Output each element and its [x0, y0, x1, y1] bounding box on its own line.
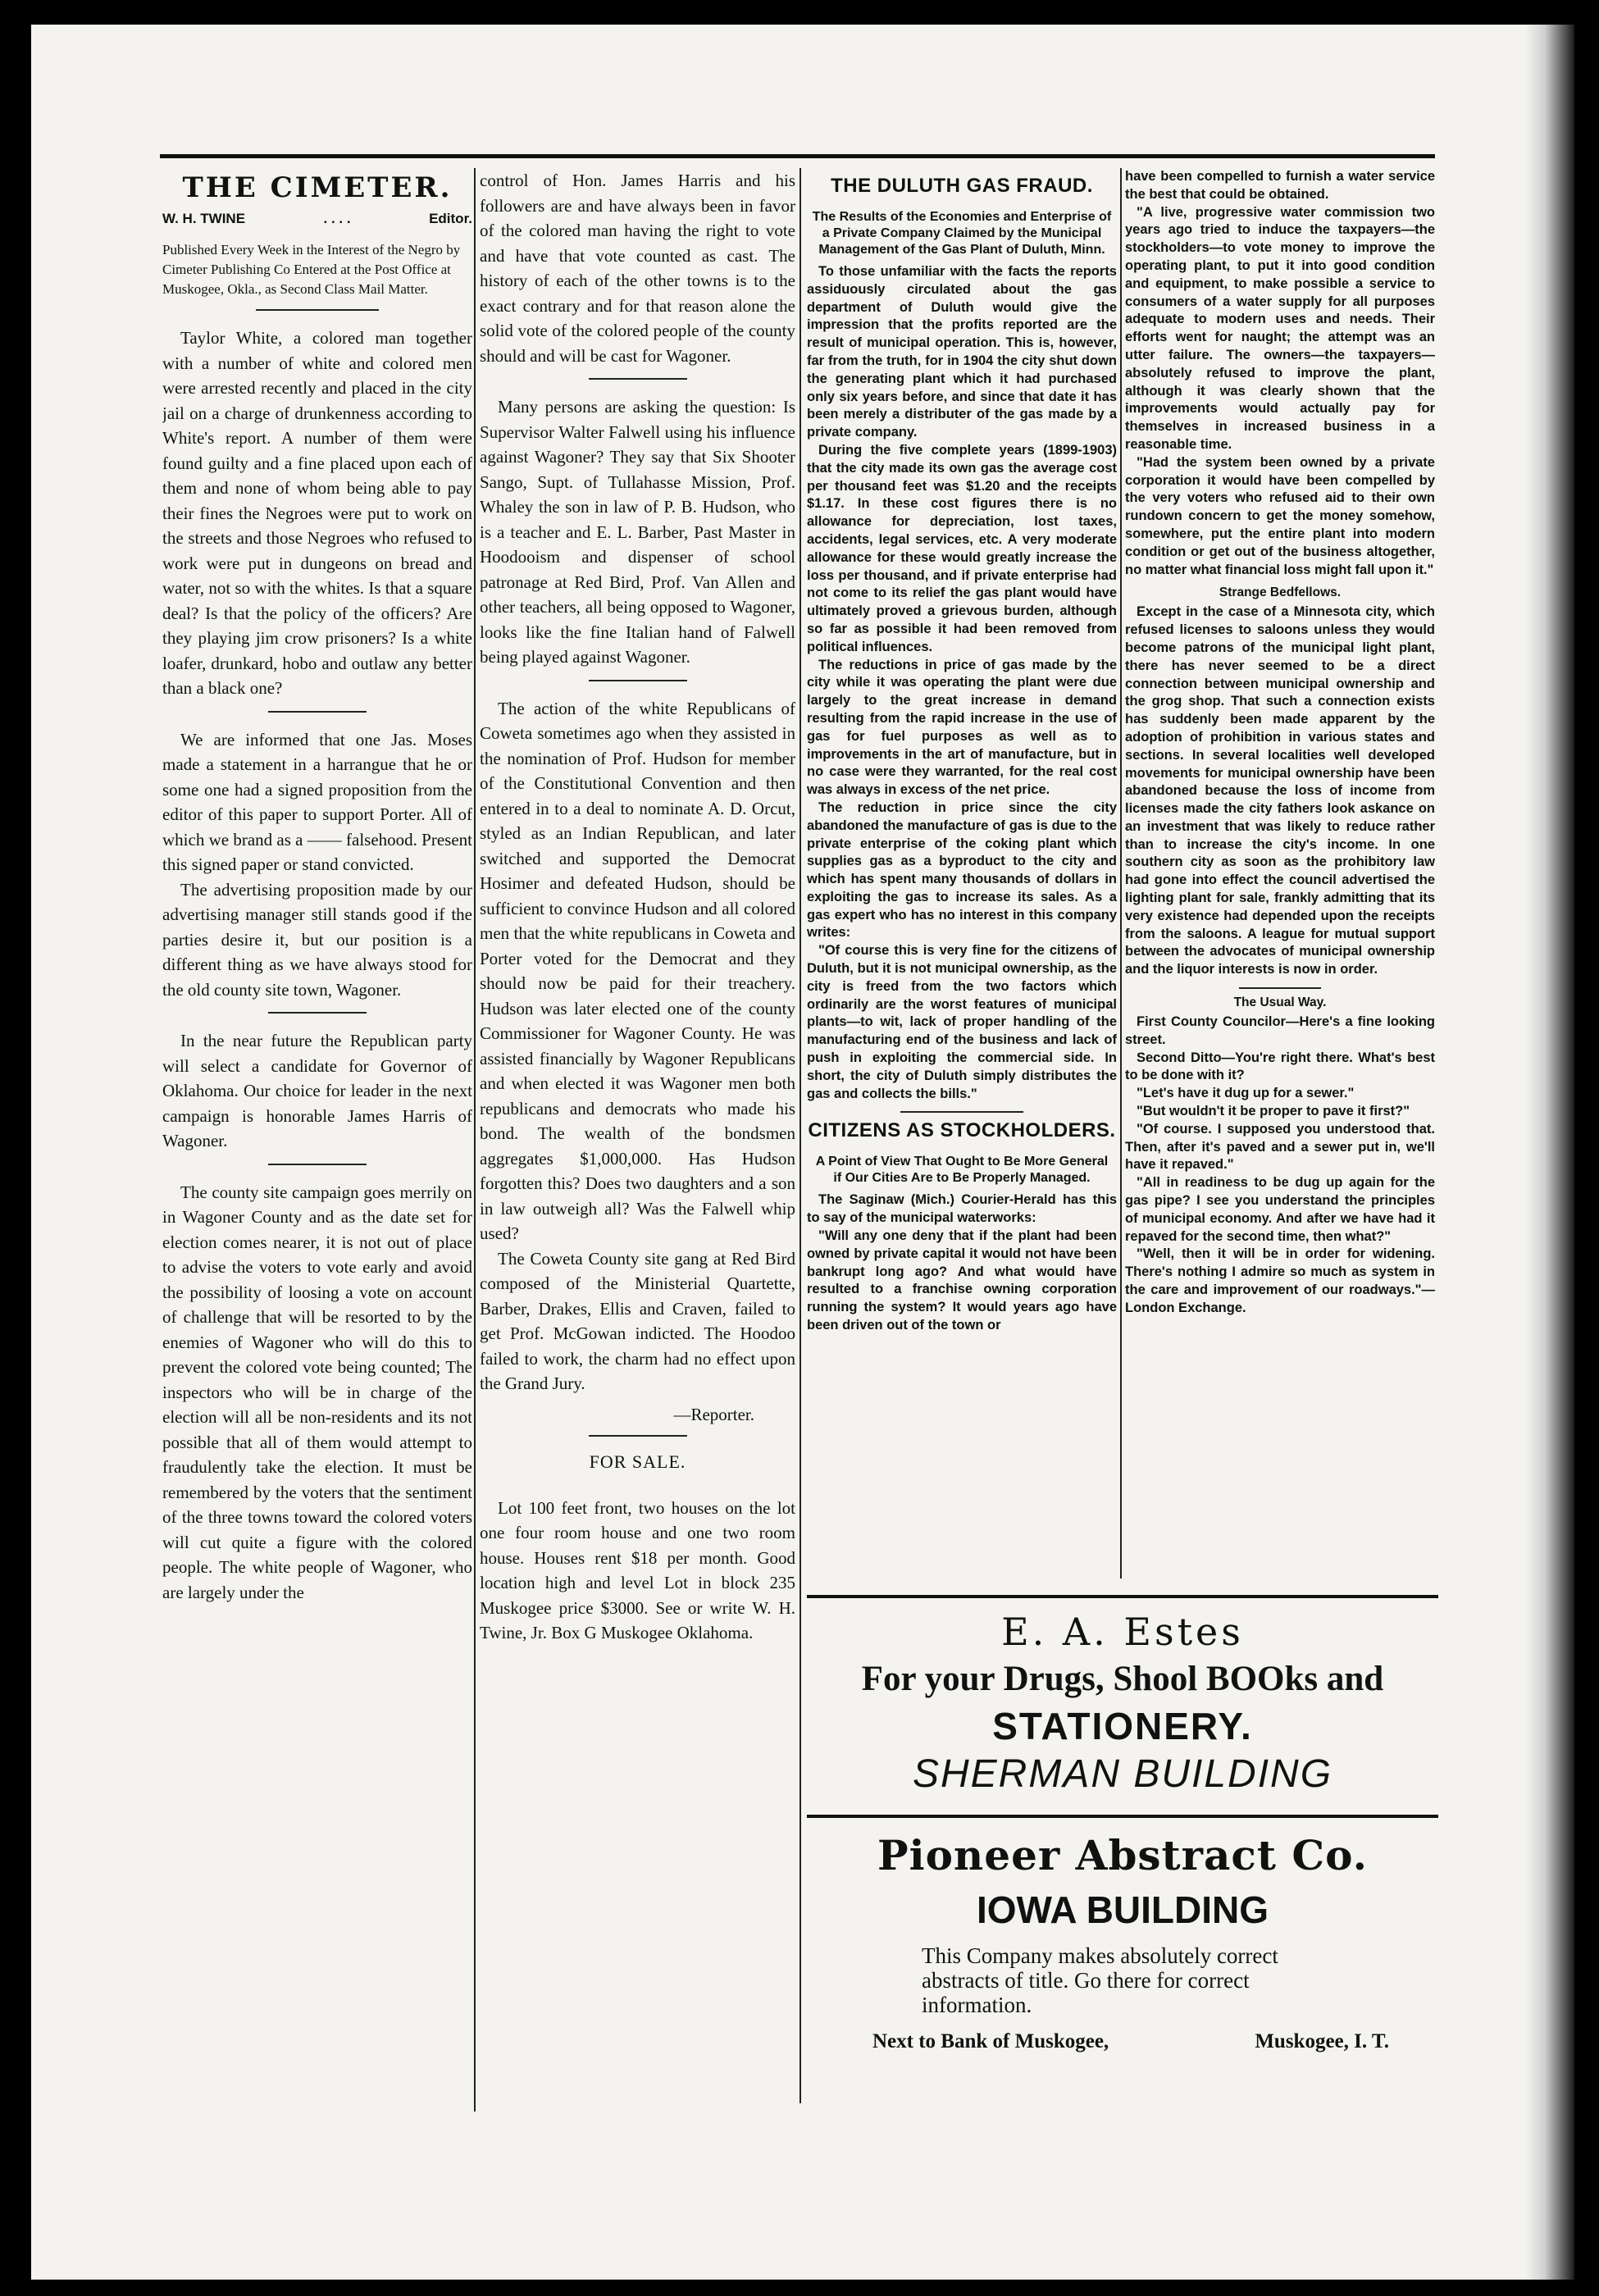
article-republican-candidate: In the near future the Republican party will select a candidate for Governor of Oklahoma. Our choice for leader in the next campaign is honorable James Harris of Wagoner.: [162, 1031, 472, 1150]
dialogue-line: First County Councilor—Here's a fine looking street.: [1125, 1014, 1435, 1047]
reporter-signature: —Reporter.: [673, 1404, 754, 1424]
ad-rule-top: [807, 1595, 1438, 1598]
separator: [268, 711, 367, 713]
column-divider-1: [474, 168, 476, 2112]
top-rule: [160, 154, 1435, 158]
editor-name: W. H. TWINE: [162, 211, 246, 226]
column-2: [480, 168, 795, 2103]
advertisements: [807, 1595, 1438, 2053]
separator: [256, 309, 379, 311]
pioneer-ad-description: This Company makes absolutely correct abstracts of title. Go there for correct information.: [922, 1943, 1278, 2017]
for-sale-heading: FOR SALE.: [589, 1451, 686, 1472]
dialogue-line: "But wouldn't it be proper to pave it first?": [1137, 1104, 1410, 1119]
column-divider-3: [1120, 168, 1122, 1578]
duluth-paragraph: During the five complete years (1899-1903) that the city made its own gas the average cost per thousand feet was $1.20 and the receipts $1.17. In these cost figures there is no allowance for depreciation, lost taxes, accidents, legal services, etc. A very moderate allowance for these would greatly increase the loss per thousand, and if private enterprise had not come to its relief the gas plant would have ultimately proved a grievous burden, although so far as possible it had been removed from political influences.: [807, 442, 1117, 654]
separator: [268, 1164, 367, 1165]
duluth-paragraph: To those unfamiliar with the facts the reports assiduously circulated about the gas department of Duluth would give the impression that the profits reported are the result of municipal operation. This is, however, far from the truth, for in 1904 the city shut down the generating plant which it had purchased only six years before, and since that date it has been merely a distributer of the gas made by a private company.: [807, 264, 1117, 440]
citizens-paragraph: "Had the system been owned by a private corporation it would have been compelled by the very voters who refused aid to their own rundown concern to get the money somehow, somewhere, put the entire plant into modern condition or get out of the business altogether, no matter what financial loss might fall upon it.": [1125, 454, 1435, 577]
deck-citizens: A Point of View That Ought to Be More General if Our Cities Are to Be Properly Managed.: [815, 1155, 1109, 1186]
for-sale-ad: Lot 100 feet front, two houses on the lot one four room house and one two room house. Houses rent $18 per month. Good location high and level Lot in block 235 Muskogee price $3000. See or write W. H. Twine, Jr. Box G Muskogee Oklahoma.: [480, 1497, 795, 1642]
estes-ad-stationery: STATIONERY.: [992, 1705, 1253, 1747]
ad-rule-middle: [807, 1815, 1438, 1818]
separator: [589, 1435, 687, 1437]
citizens-paragraph: The Saginaw (Mich.) Courier-Herald has this to say of the municipal waterworks:: [807, 1192, 1117, 1226]
estes-ad-tagline: For your Drugs, Shool BOOks and: [861, 1660, 1384, 1698]
separator: [268, 1012, 367, 1014]
separator: [589, 680, 687, 681]
column-3: [807, 168, 1117, 1578]
article-red-bird-gang: The Coweta County site gang at Red Bird composed of the Ministerial Quartette, Barber, Drakes, Ellis and Craven, failed to get Prof. McGowan indicted. The Hoodoo failed to work, the charm had no effect upon the Grand Jury.: [480, 1248, 795, 1393]
headline-duluth-gas-fraud: THE DULUTH GAS FRAUD.: [831, 175, 1093, 197]
article-county-site-campaign: The county site campaign goes merrily on in Wagoner County and as the date set for election comes nearer, it is not out of place to advise the voters to vote early and avoid the possibility of loosing a vote on account of challenge that will be resorted to by the enemies of Wagoner who will do this to prevent the colored vote being counted; The inspectors who will be in charge of the election will all be non-residents and its not possible that all of them would attempt to fraudulently take the election. It must be remembered by the voters that the sentiment of the three towns toward the colored voters will cut quite a figure with the colored people. The white people of Wagoner, who are largely under the: [162, 1182, 472, 1602]
article-supervisor-falwell: Many persons are asking the question: Is Supervisor Walter Falwell using his influence against Wagoner? They say that Six Shooter Sango, Supt. of Tullahasse Mission, Prof. Whaley the son in law of P. B. Hudson, who is a teacher and E. L. Barber, Past Master in Hoodooism and dispenser of school patronage at Red Bird, Prof. Van Allen and other teachers, all being opposed to Wagoner, looks like the fine Italian hand of Falwell being played against Wagoner.: [480, 397, 795, 667]
separator: [900, 1111, 1023, 1113]
citizens-paragraph: "A live, progressive water commission two years ago tried to induce the taxpayers—the stockholders—to vote money to improve the operating plant, to put it into good condition and equipment, to make possible a service to consumers of a water supply for all purposes adequate to modern uses and needs. Their efforts went for naught; the attempt was an utter failure. The owners—the taxpayers—absolutely refused to improve the plant, although it was clearly shown that the improvements would actually pay for themselves in increased business in a reasonable time.: [1125, 204, 1435, 452]
estes-ad-building: SHERMAN BUILDING: [912, 1752, 1333, 1796]
dialogue-line: "Of course. I supposed you understood that. Then, after it's paved and a sewer put in, we'll have it repaved.": [1125, 1121, 1435, 1173]
duluth-paragraph: The reduction in price since the city abandoned the manufacture of gas is due to the private enterprise of the coking plant which supplies gas as a byproduct to the city and which has spent many thousands of dollars in exploiting the gas to increase its sales. As a gas expert who has no interest in this company writes:: [807, 800, 1117, 941]
dialogue-line: "Well, then it will be in order for widening. There's nothing I admire so much as system in the care and improvement of our roadways."—London Exchange.: [1125, 1246, 1435, 1315]
duluth-paragraph: "Of course this is very fine for the citizens of Duluth, but it is not municipal ownership, as the city is freed from the two factors which ordinarily are the worst features of municipal plants—to wit, lack of proper handling of the manufacturing end of the business and lack of push in exploiting the commercial side. In short, the city of Duluth simply distributes the gas and collects the bills.": [807, 943, 1117, 1101]
article-taylor-white: Taylor White, a colored man together with a number of white and colored men were arrested recently and placed in the city jail on a charge of drunkenness according to White's report. A number of them were found guilty and a fine placed upon each of them and none of whom being able to pay their fines the Negroes were put to work on the streets and those Negroes who refused to work were put in dungeons on bread and water, not so with the whites. Is that a square deal? Is that the policy of the officers? Are they playing jim crow prisoners? Is a white loafer, drunkard, hobo and outlaw any better than a black one?: [162, 328, 472, 698]
dialogue-line: Second Ditto—You're right there. What's best to be done with it?: [1125, 1050, 1435, 1083]
article-coweta-republicans: The action of the white Republicans of Coweta sometimes ago when they assisted in the nomination of Prof. Hudson for member of the Constitutional Convention and then entered in to a deal to nominate A. D. Orcut, styled as an Indian Republican, and later switched and supported the Democrat Hosimer and defeated Hudson, should be sufficient to convince Hudson and all colored men that the white republicans in Coweta and Porter voted for the Democrat and they should now be paid for their treachery. Hudson was later elected one of the county Commissioner for Wagoner County. He was assisted financially by Wagoner Republicans and when elected it was Wagoner men both republicans and democrats who made his bond. The wealth of the bondsmen aggregates $1,000,000. Has Hudson forgotten this? Does two daughters and a son in law outweigh all? Was the Falwell whip used?: [480, 698, 795, 1243]
separator: [1239, 987, 1321, 989]
column-4: [1125, 168, 1435, 1578]
headline-strange-bedfellows: Strange Bedfellows.: [1219, 585, 1342, 600]
headline-citizens-stockholders: CITIZENS AS STOCKHOLDERS.: [808, 1119, 1116, 1142]
pioneer-ad-location: Next to Bank of Muskogee,: [872, 2030, 1109, 2052]
page-edge-shadow: [1525, 25, 1574, 2280]
article-jas-moses: We are informed that one Jas. Moses made a statement in a harrangue that he or some one had a signed proposition from the editor of this paper to support Porter. All of which we brand as a —— falsehood. Present this signed paper or stand convicted.: [162, 729, 472, 874]
pioneer-ad-building: IOWA BUILDING: [976, 1888, 1269, 1931]
dialogue-line: "Let's have it dug up for a sewer.": [1137, 1086, 1355, 1101]
masthead-title: THE CIMETER.: [182, 171, 453, 204]
deck-duluth: The Results of the Economies and Enterprise of a Private Company Claimed by the Municipal Management of the Gas Plant of Duluth, Minn.: [812, 210, 1112, 257]
duluth-paragraph: The reductions in price of gas made by the city while it was operating the plant were due largely to the great increase in demand resulting from the rapid increase in the use of gas for fuel purposes as well as to improvements in the art of manufacture, but in no case were they warranted, for the real cost was always in excess of the net price.: [807, 657, 1117, 798]
column-1: [162, 168, 472, 2112]
article-advertising-proposition: The advertising proposition made by our advertising manager still stands good if the parties desire it, but our position is a different thing as we have always stood for the old county site town, Wagoner.: [162, 879, 472, 1000]
pioneer-ad-city: Muskogee, I. T.: [1255, 2030, 1389, 2052]
editor-line: [162, 211, 472, 227]
bedfellows-paragraph: Except in the case of a Minnesota city, which refused licenses to saloons unless they would become patrons of the municipal light plant, there has never seemed to be a direct connection between municipal ownership and the grog shop. That such a connection exists has suddenly been made apparent by the adoption of prohibition in various states and sections. In several localities well developed movements for municipal ownership have been abandoned because the loss of income from licenses made the city fathers look askance on an investment that was likely to reduce rather than to increase the city's income. In one southern city as soon as the prohibitory law had gone into effect the council advertised the lighting plant for sale, frankly admitting that its very existence had depended upon the receipts from the saloons. A league for mutual support between the advocates of municipal ownership and the liquor interests is now in order.: [1125, 604, 1435, 977]
separator: [589, 378, 687, 380]
article-county-site-continued: control of Hon. James Harris and his followers are and have always been in favor of the colored man having the right to vote and have that vote counted as cast. The history of each of the other towns is to the exact contrary and for that reason alone the solid vote of the colored people of the county should and will be cast for Wagoner.: [480, 171, 795, 366]
estes-ad-name: E. A. Estes: [1001, 1610, 1244, 1654]
citizens-continued: have been compelled to furnish a water service the best that could be obtained.: [1125, 169, 1435, 202]
column-divider-2: [800, 168, 801, 2103]
dialogue-line: "All in readiness to be dug up again for the gas pipe? I see you understand the principles of municipal economy. And after we have had it repaved for the second time, then what?": [1125, 1175, 1435, 1244]
publication-info: Published Every Week in the Interest of the Negro by Cimeter Publishing Co Entered at the Post Office at Muskogee, Okla., as Second Class Mail Matter.: [162, 242, 461, 297]
editor-dots: . . . .: [323, 211, 351, 226]
headline-usual-way: The Usual Way.: [1233, 995, 1327, 1010]
editor-label: Editor.: [429, 211, 472, 226]
pioneer-ad-footer: [872, 2030, 1389, 2053]
citizens-paragraph: "Will any one deny that if the plant had been owned by private capital it would not have been bankrupt long ago? And what would have resulted to a franchise owning corporation running the system? It would years ago have been driven out of the town or: [807, 1228, 1117, 1333]
pioneer-ad-name: Pioneer Abstract Co.: [877, 1831, 1369, 1879]
